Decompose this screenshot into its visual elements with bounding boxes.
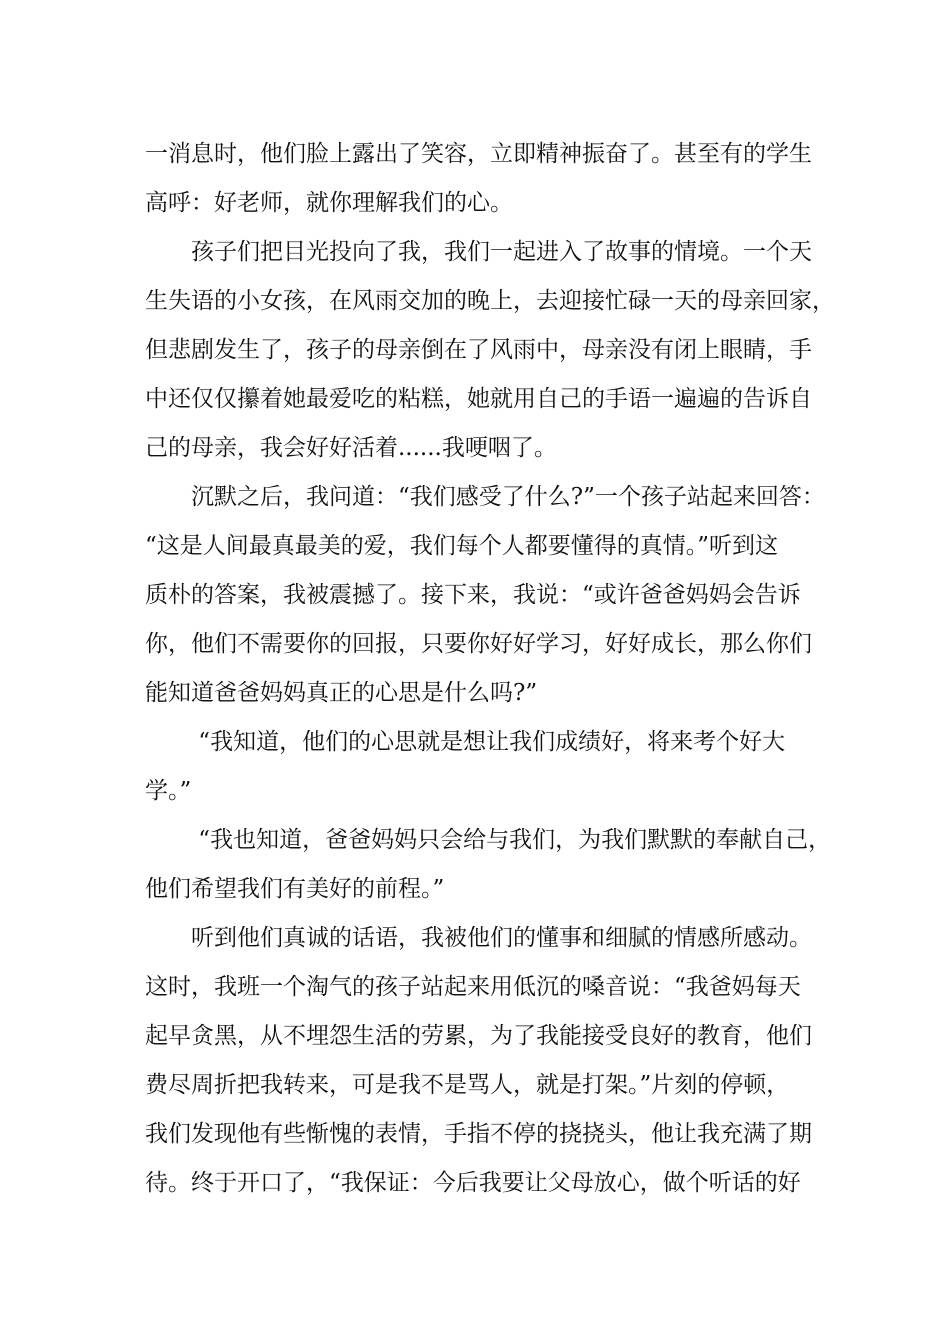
text-line: 孩子们把目光投向了我，我们一起进入了故事的情境。一个天 <box>145 239 812 265</box>
text-line: 高呼：好老师，就你理解我们的心。 <box>145 190 513 216</box>
text-line: 待。终于开口了，“我保证：今后我要让父母放心，做个听话的好 <box>145 1170 801 1196</box>
text-line: “我知道，他们的心思就是想让我们成绩好，将来考个好大 <box>145 729 786 755</box>
document-body <box>145 130 835 1208</box>
text-line: 沉默之后，我问道：“我们感受了什么?”一个孩子站起来回答： <box>145 484 825 510</box>
text-line: “我也知道，爸爸妈妈只会给与我们，为我们默默的奉献自己， <box>145 827 832 853</box>
text-line: 一消息时，他们脸上露出了笑容，立即精神振奋了。甚至有的学生 <box>145 141 812 167</box>
text-line: 他们希望我们有美好的前程。” <box>145 876 445 902</box>
text-line: 生失语的小女孩，在风雨交加的晚上，去迎接忙碌一天的母亲回家， <box>145 288 835 314</box>
text-line: 费尽周折把我转来，可是我不是骂人，就是打架。”片刻的停顿， <box>145 1072 790 1098</box>
text-line: 质朴的答案，我被震撼了。接下来，我说：“或许爸爸妈妈会告诉 <box>145 582 801 608</box>
text-line: 己的母亲，我会好好活着......我哽咽了。 <box>145 435 557 461</box>
text-line: 起早贪黑，从不埋怨生活的劳累，为了我能接受良好的教育，他们 <box>145 1023 812 1049</box>
text-line: 我们发现他有些惭愧的表情，手指不停的挠挠头，他让我充满了期 <box>145 1121 812 1147</box>
text-line: 听到他们真诚的话语，我被他们的懂事和细腻的情感所感动。 <box>145 925 812 951</box>
text-line: 你，他们不需要你的回报，只要你好好学习，好好成长，那么你们 <box>145 631 812 657</box>
text-line: 这时，我班一个淘气的孩子站起来用低沉的嗓音说：“我爸妈每天 <box>145 974 801 1000</box>
text-line: 但悲剧发生了，孩子的母亲倒在了风雨中，母亲没有闭上眼睛，手 <box>145 337 812 363</box>
text-line: 中还仅仅攥着她最爱吃的粘糕，她就用自己的手语一遍遍的告诉自 <box>145 386 812 412</box>
text-line: 能知道爸爸妈妈真正的心思是什么吗?” <box>145 680 538 706</box>
text-line: 学。” <box>145 778 192 804</box>
text-line: “这是人间最真最美的爱，我们每个人都要懂得的真情。”听到这 <box>145 533 779 559</box>
